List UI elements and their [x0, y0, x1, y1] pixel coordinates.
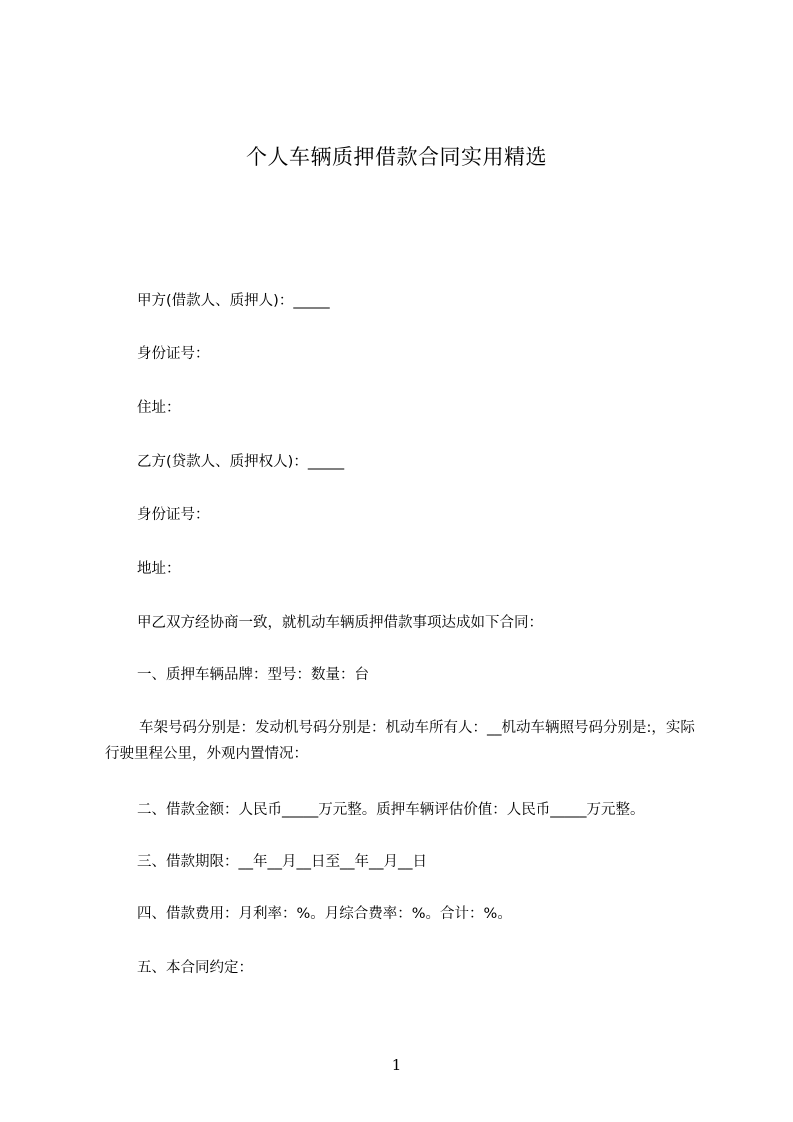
- clause-3-line: 三、借款期限：__年__月__日至__年__月__日: [137, 854, 427, 870]
- party-b-line: 乙方(贷款人、质押权人)：_____: [137, 454, 345, 470]
- clause-5-line: 五、本合同约定：: [137, 960, 253, 976]
- party-a-address-line: 住址：: [137, 400, 181, 416]
- clause-2-line: 二、借款金额：人民币_____万元整。质押车辆评估价值：人民币_____万元整。: [137, 802, 645, 818]
- clause-1-detail-paragraph: 车架号码分别是：发动机号码分别是：机动车所有人：__机动车辆照号码分别是:，实际行驶里程公里，外观内置情况：: [105, 720, 695, 762]
- page-number: 1: [391, 1056, 402, 1074]
- preamble-line: 甲乙双方经协商一致，就机动车辆质押借款事项达成如下合同：: [137, 615, 543, 631]
- clause-4-line: 四、借款费用：月利率：%。月综合费率：%。合计：%。: [137, 906, 512, 922]
- party-b-address-line: 地址：: [137, 561, 181, 577]
- document-title: 个人车辆质押借款合同实用精选: [246, 145, 547, 169]
- party-a-id-line: 身份证号：: [137, 346, 210, 362]
- party-a-line: 甲方(借款人、质押人)：_____: [137, 293, 330, 309]
- party-b-id-line: 身份证号：: [137, 507, 210, 523]
- clause-1-line: 一、质押车辆品牌：型号：数量：台: [137, 667, 369, 683]
